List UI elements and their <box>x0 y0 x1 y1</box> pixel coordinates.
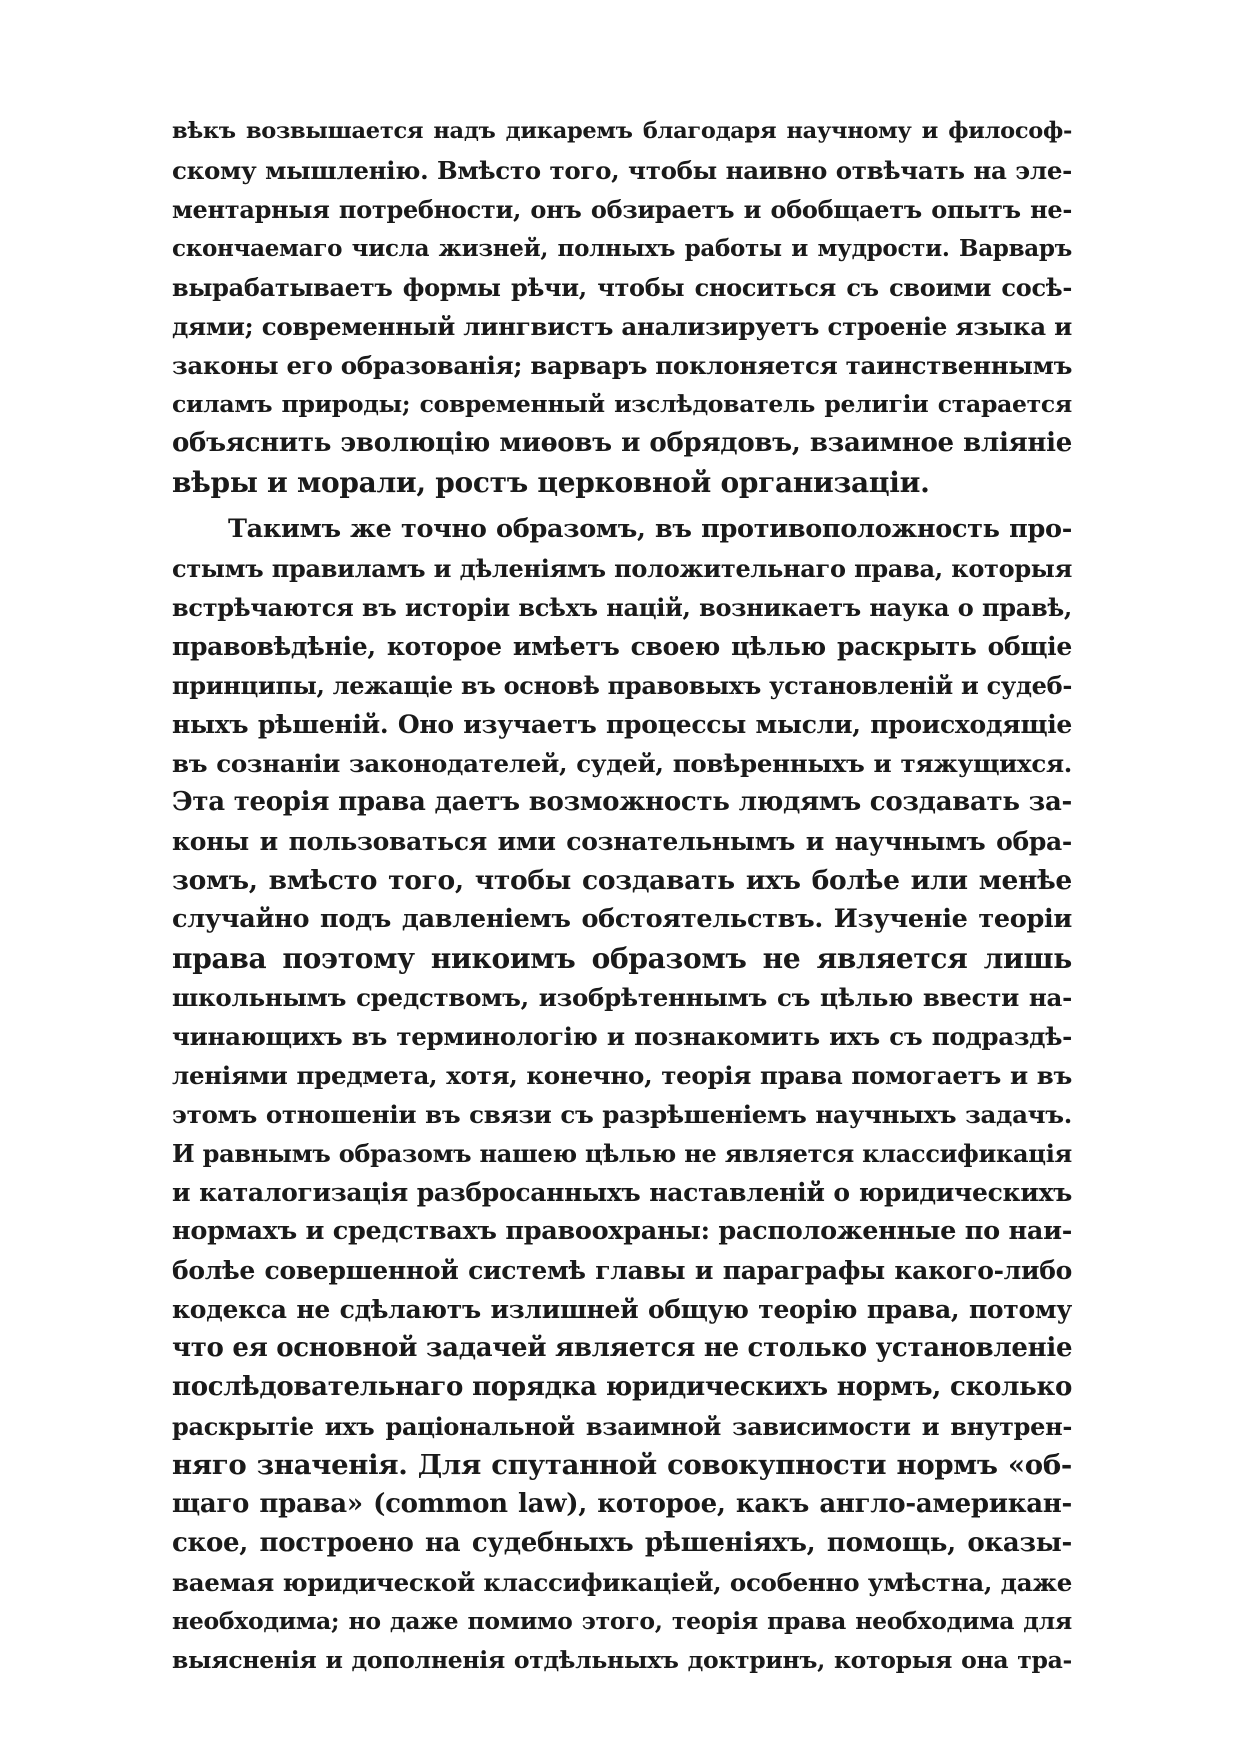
text-line: правовѣдѣніе, которое имѣетъ своею цѣлью раскрыть общіе <box>172 632 1072 661</box>
text-line: кодекса не сдѣлаютъ излишней общую теорію права, потому <box>172 1295 1072 1324</box>
text-line: леніями предмета, хотя, конечно, теорія права помогаетъ и въ <box>172 1061 1072 1090</box>
text-line: вѣкъ возвышается надъ дикаремъ благодаря научному и философ- <box>172 118 1072 144</box>
paragraph-gap <box>172 502 1072 510</box>
text-line: выясненія и дополненія отдѣльныхъ доктринъ, которыя она тра- <box>172 1646 1072 1674</box>
text-line: въ сознаніи законодателей, судей, повѣренныхъ и тяжущихся. <box>172 749 1072 778</box>
text-line: нормахъ и средствахъ правоохраны: расположенные по наи- <box>172 1216 1072 1246</box>
text-line: стымъ правиламъ и дѣленіямъ положительнаго права, которыя <box>172 554 1072 583</box>
body-text <box>172 112 1072 1680</box>
text-line: силамъ природы; современный изслѣдователь религіи старается <box>172 390 1072 418</box>
text-line: послѣдовательнаго порядка юридическихъ нормъ, сколько <box>172 1372 1072 1402</box>
text-line: законы его образованія; варваръ поклоняется таинственнымъ <box>172 351 1073 380</box>
text-line: необходима; но даже помимо этого, теорія права необходима для <box>172 1607 1072 1635</box>
text-line: И равнымъ образомъ нашею цѣлью не является классификація <box>172 1139 1072 1168</box>
text-line: и каталогизація разбросанныхъ наставленій о юридическихъ <box>172 1178 1072 1207</box>
text-line: принципы, лежащіе въ основѣ правовыхъ установленій и судеб- <box>172 671 1072 700</box>
text-line: коны и пользоваться ими сознательнымъ и научнымъ обра- <box>172 827 1072 856</box>
text-line: Эта теорія права даетъ возможность людямъ создавать за- <box>172 787 1072 817</box>
text-line: щаго права» (common law), которое, какъ англо-американ- <box>172 1489 1072 1519</box>
text-line: случайно подъ давленіемъ обстоятельствъ. Изученіе теоріи <box>172 904 1072 934</box>
text-line: ныхъ рѣшеній. Оно изучаетъ процессы мысли, происходящіе <box>172 710 1072 739</box>
text-line: болѣе совершенной системѣ главы и параграфы какого-либо <box>172 1256 1072 1285</box>
text-line: дями; современный лингвистъ анализируетъ строеніе языка и <box>172 312 1072 341</box>
text-line: что ея основной задачей является не столько установленіе <box>172 1333 1073 1363</box>
text-line: чинающихъ въ терминологію и познакомить ихъ съ подраздѣ- <box>172 1022 1072 1051</box>
text-line: школьнымъ средствомъ, изобрѣтеннымъ съ цѣлью ввести на- <box>172 983 1072 1012</box>
text-line: ментарныя потребности, онъ обзираетъ и обобщаетъ опытъ не- <box>172 195 1072 224</box>
text-line: встрѣчаются въ исторіи всѣхъ націй, возникаетъ наука о правѣ, <box>172 593 1072 622</box>
text-line: няго значенія. Для спутанной совокупности нормъ «об- <box>172 1449 1072 1481</box>
text-line: вѣры и морали, ростъ церковной организаціи. <box>172 466 930 499</box>
text-line: права поэтому никоимъ образомъ не является лишь <box>172 942 1072 975</box>
text-line: раскрытіе ихъ раціональной взаимной зависимости и внутрен- <box>172 1412 1072 1441</box>
text-line: объяснить эволюцію миѳовъ и обрядовъ, взаимное вліяніе <box>172 428 1072 458</box>
text-line: скончаемаго числа жизней, полныхъ работы и мудрости. Варваръ <box>172 235 1072 262</box>
text-line: этомъ отношеніи въ связи съ разрѣшеніемъ научныхъ задачъ. <box>172 1100 1072 1129</box>
text-line: ваемая юридической классификаціей, особенно умѣстна, даже <box>172 1568 1072 1597</box>
text-line: зомъ, вмѣсто того, чтобы создавать ихъ болѣе или менѣе <box>172 865 1072 896</box>
text-line: Такимъ же точно образомъ, въ противоположность про- <box>228 514 1072 544</box>
text-line: скому мышленію. Вмѣсто того, чтобы наивно отвѣчать на эле- <box>172 156 1072 185</box>
text-line: ское, построено на судебныхъ рѣшеніяхъ, помощь, оказы- <box>172 1528 1072 1558</box>
text-line: вырабатываетъ формы рѣчи, чтобы сноситься съ своими сосѣ- <box>172 273 1072 302</box>
